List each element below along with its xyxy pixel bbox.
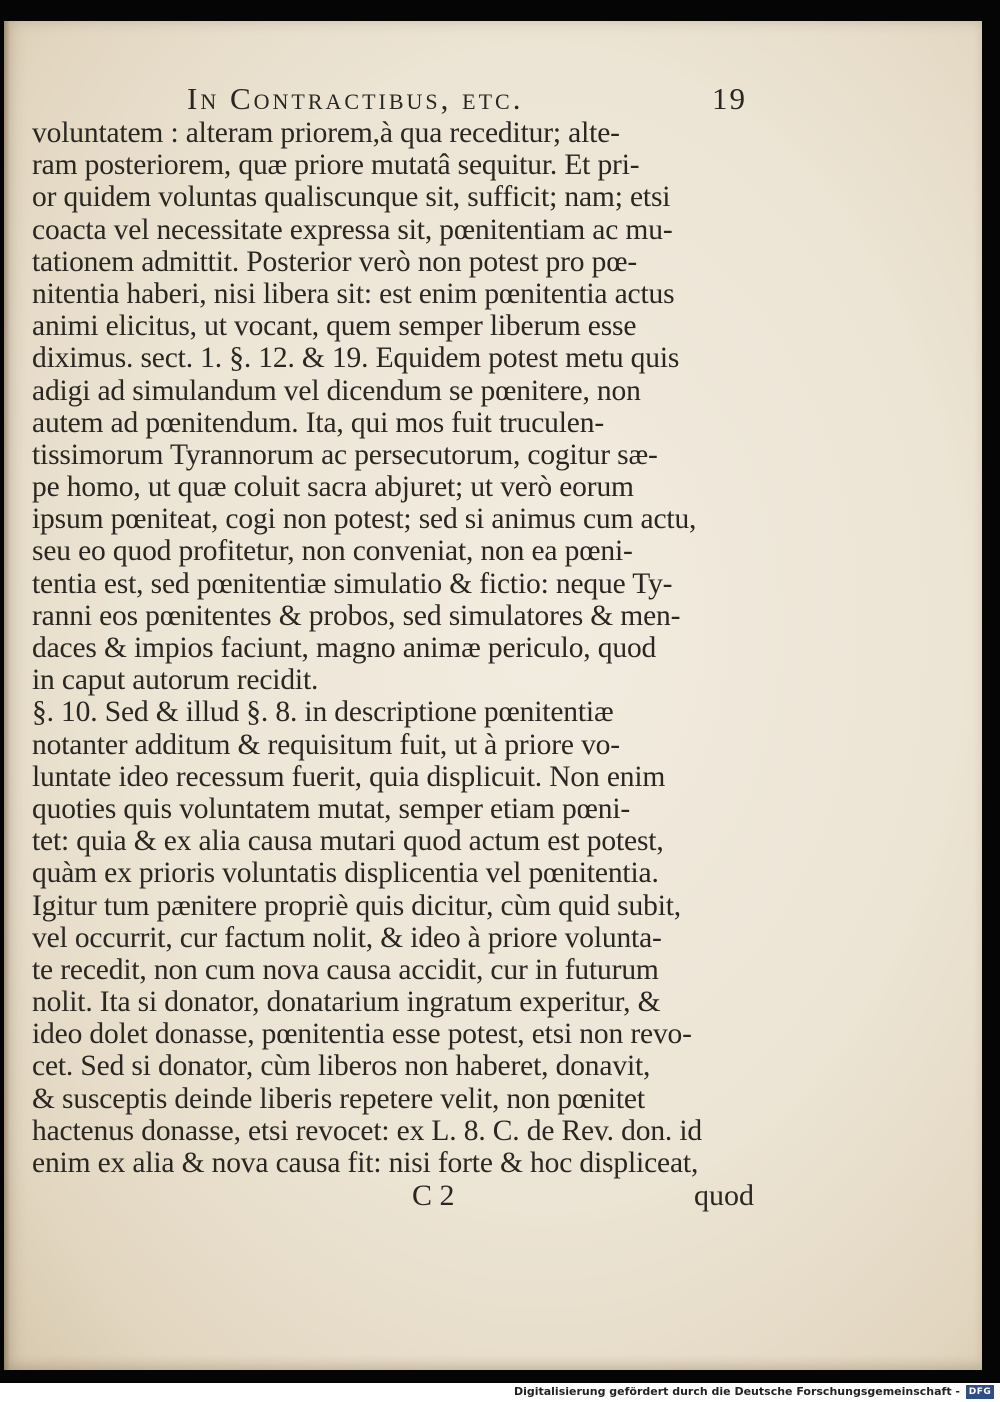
text-line: autem ad pœnitendum. Ita, qui mos fuit truculen-: [32, 406, 605, 439]
text-line: te recedit, non cum nova causa accidit, cur in futurum: [32, 953, 659, 986]
text-line: quàm ex prioris voluntatis displicentia vel pœnitentia.: [32, 857, 659, 890]
text-line: voluntatem : alteram priorem,à qua receditur; alte-: [32, 117, 620, 149]
page-gutter-shadow: [4, 21, 10, 1370]
text-line: animi elicitus, ut vocant, quem semper liberum esse: [32, 310, 637, 343]
text-line: pe homo, ut quæ coluit sacra abjuret; ut verò eorum: [32, 471, 634, 504]
text-line: cet. Sed si donator, cùm liberos non haberet, donavit,: [32, 1050, 651, 1083]
dfg-logo: DFG: [966, 1385, 994, 1399]
catchword: quod: [694, 1179, 754, 1213]
text-line: ram posteriorem, quæ priore mutatâ sequitur. Et pri-: [32, 149, 640, 182]
signature-row: [32, 1179, 772, 1215]
text-line: enim ex alia & nova causa fit: nisi forte & hoc displiceat,: [32, 1147, 699, 1179]
text-line: tissimorum Tyrannorum ac persecutorum, cogitur sæ-: [32, 438, 658, 471]
page-number: 19: [712, 81, 747, 116]
text-line: §. 10. Sed & illud §. 8. in descriptione pœnitentiæ: [32, 696, 614, 729]
text-line: ideo dolet donasse, pœnitentia esse potest, etsi non revo-: [32, 1018, 692, 1051]
book-page: [4, 21, 982, 1370]
text-line: coacta vel necessitate expressa sit, pœnitentiam ac mu-: [32, 213, 673, 246]
text-line: nitentia haberi, nisi libera sit: est enim pœnitentia actus: [32, 277, 675, 310]
text-line: nolit. Ita si donator, donatarium ingratum experitur, &: [32, 986, 661, 1019]
text-line: ipsum pœniteat, cogi non potest; sed si animus cum actu,: [32, 503, 697, 536]
text-line: tationem admittit. Posterior verò non potest pro pœ-: [32, 245, 638, 278]
text-line: luntate ideo recessum fuerit, quia displicuit. Non enim: [32, 760, 666, 793]
running-title: In Contractibus, etc.: [187, 81, 524, 116]
text-line: or quidem voluntas qualiscunque sit, sufficit; nam; etsi: [32, 181, 671, 214]
text-line: & susceptis deinde liberis repetere velit, non pœnitet: [32, 1082, 645, 1115]
text-line: daces & impios faciunt, magno animæ periculo, quod: [32, 632, 657, 664]
text-line: diximus. sect. 1. §. 12. & 19. Equidem potest metu quis: [32, 342, 680, 375]
text-block: [32, 81, 772, 1215]
signature-mark: C 2: [412, 1179, 455, 1213]
text-line: Igitur tum pænitere propriè quis dicitur, cùm quid subit,: [32, 889, 682, 922]
text-line: vel occurrit, cur factum nolit, & ideo à priore volunta-: [32, 921, 662, 954]
text-line: tet: quia & ex alia causa mutari quod actum est potest,: [32, 825, 664, 858]
text-line: seu eo quod profitetur, non conveniat, non ea pœni-: [32, 535, 633, 568]
text-line: hactenus donasse, etsi revocet: ex L. 8. C. de Rev. don. id: [32, 1114, 703, 1147]
body-text: [32, 117, 772, 1179]
text-line: tentia est, sed pœnitentiæ simulatio & fictio: neque Ty-: [32, 567, 673, 600]
text-line: ranni eos pœnitentes & probos, sed simulatores & men-: [32, 599, 681, 632]
footer-bar: [0, 1383, 1000, 1402]
funding-notice: Digitalisierung gefördert durch die Deutsche Forschungsgemeinschaft -: [513, 1385, 960, 1398]
running-head: [32, 81, 772, 117]
text-line: adigi ad simulandum vel dicendum se pœnitere, non: [32, 374, 641, 407]
text-line: in caput autorum recidit.: [32, 664, 319, 697]
text-line: quoties quis voluntatem mutat, semper etiam pœni-: [32, 792, 631, 825]
text-line: notanter additum & requisitum fuit, ut à priore vo-: [32, 728, 620, 761]
